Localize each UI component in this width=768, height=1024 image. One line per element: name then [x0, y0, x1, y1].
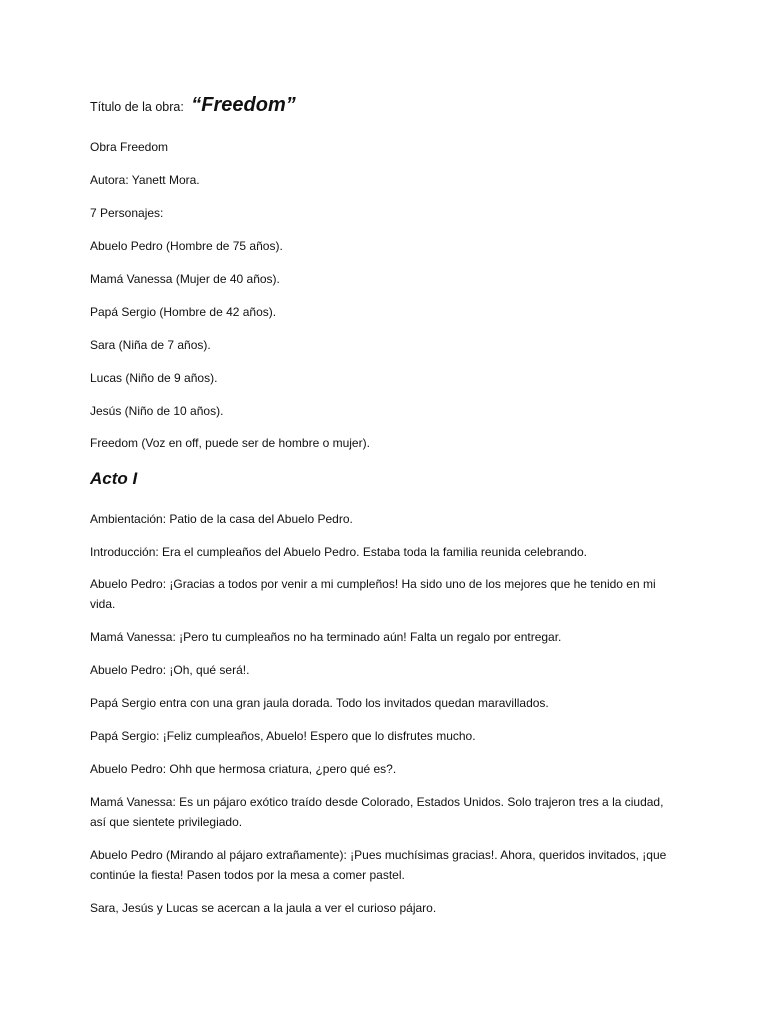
script-paragraph: Abuelo Pedro: Ohh que hermosa criatura, ¿pero qué es?.: [90, 762, 397, 776]
script-paragraph: Abuelo Pedro (Mirando al pájaro extrañamente): ¡Pues muchísimas gracias!. Ahora, queridos invitados, ¡que continúe la fiesta! Pasen todos por la mesa a comer pastel.: [90, 848, 667, 882]
script-paragraph: Mamá Vanessa: ¡Pero tu cumpleaños no ha terminado aún! Falta un regalo por entregar.: [90, 630, 562, 644]
character-item: Freedom (Voz en off, puede ser de hombre o mujer).: [90, 436, 370, 450]
character-item: Papá Sergio (Hombre de 42 años).: [90, 305, 277, 319]
script-paragraph: Ambientación: Patio de la casa del Abuelo Pedro.: [90, 512, 353, 526]
script-paragraph: Papá Sergio entra con una gran jaula dorada. Todo los invitados quedan maravillados.: [90, 696, 549, 710]
character-item: Mamá Vanessa (Mujer de 40 años).: [90, 272, 280, 286]
script-paragraph: Introducción: Era el cumpleaños del Abuelo Pedro. Estaba toda la familia reunida celebrando.: [90, 545, 587, 559]
script-paragraph: Papá Sergio: ¡Feliz cumpleaños, Abuelo! Espero que lo disfrutes mucho.: [90, 729, 476, 743]
script-paragraph: Mamá Vanessa: Es un pájaro exótico traído desde Colorado, Estados Unidos. Solo trajeron tres a la ciudad, así que sientete privilegiado.: [90, 795, 664, 829]
author-line: Autora: Yanett Mora.: [90, 173, 200, 187]
script-paragraph: Abuelo Pedro: ¡Oh, qué será!.: [90, 663, 250, 677]
characters-heading: 7 Personajes:: [90, 206, 164, 220]
play-title: “Freedom”: [191, 94, 296, 116]
character-item: Abuelo Pedro (Hombre de 75 años).: [90, 239, 283, 253]
character-item: Lucas (Niño de 9 años).: [90, 371, 218, 385]
act-heading: Acto I: [90, 469, 138, 488]
script-paragraph: Abuelo Pedro: ¡Gracias a todos por venir a mi cumpleños! Ha sido uno de los mejores que he tenido en mi vida.: [90, 577, 656, 611]
character-item: Sara (Niña de 7 años).: [90, 338, 211, 352]
play-title-line: [90, 94, 296, 117]
character-item: Jesús (Niño de 10 años).: [90, 404, 224, 418]
work-name: Obra Freedom: [90, 140, 169, 154]
title-label: Título de la obra:: [90, 100, 184, 114]
script-paragraph: Sara, Jesús y Lucas se acercan a la jaula a ver el curioso pájaro.: [90, 901, 437, 915]
